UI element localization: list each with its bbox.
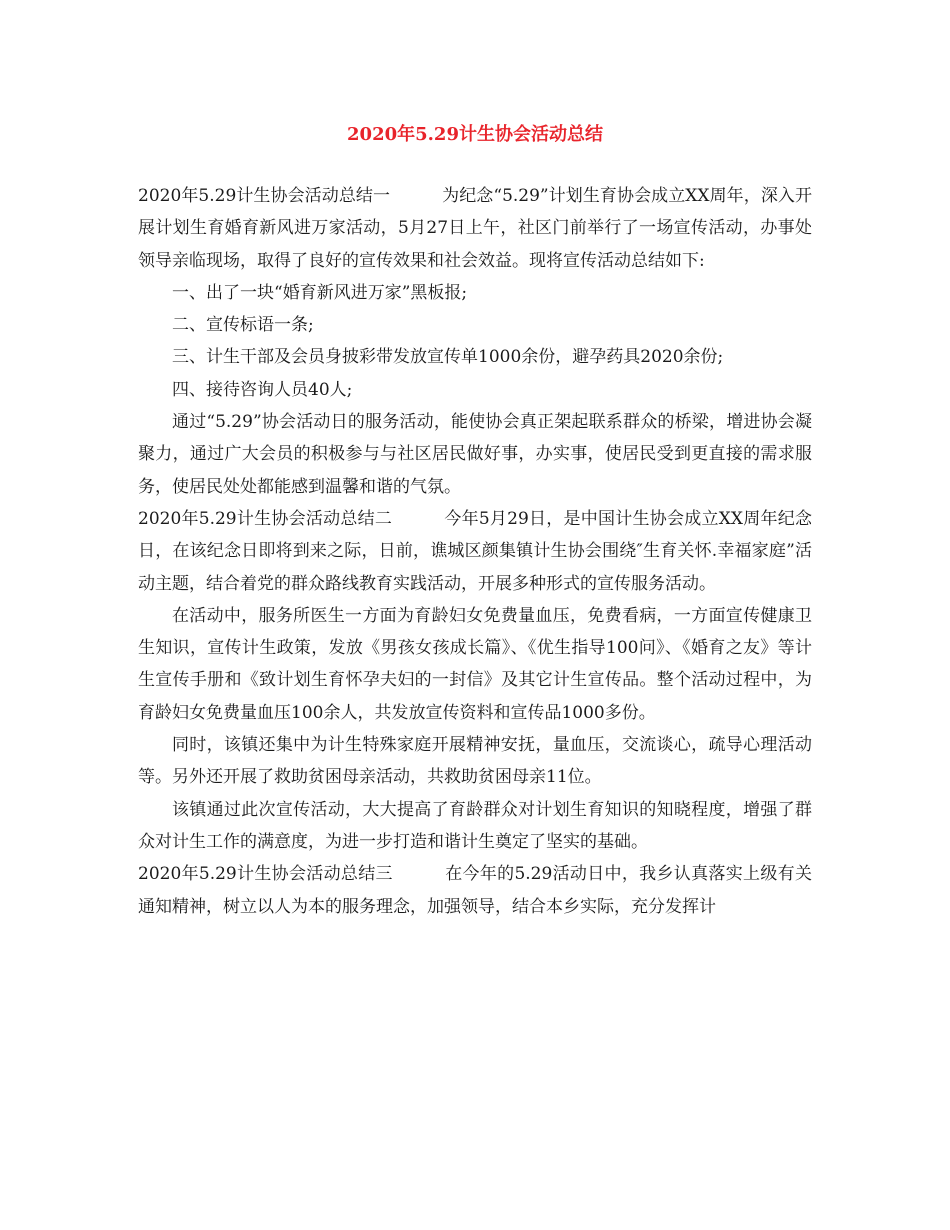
section-2-heading: 2020年5.29计生协会活动总结二 xyxy=(138,508,393,529)
section-2-intro xyxy=(138,503,812,600)
section-1-intro xyxy=(138,180,812,277)
paragraph: 同时，该镇还集中为计生特殊家庭开展精神安抚，量血压，交流谈心，疏导心理活动等。另外还开展了救助贫困母亲活动，共救助贫困母亲11位。 xyxy=(138,735,812,788)
section-3-first-text: 在今年的5.29活动日中，我乡认真落实上级有关通知精神，树立以人为本的服务理念，加强领导，结合本乡实际，充分发挥计 xyxy=(138,864,812,917)
section-1-heading: 2020年5.29计生协会活动总结一 xyxy=(138,186,391,206)
document-title: 2020年5.29计生协会活动总结 xyxy=(347,124,603,145)
paragraph: 一、出了一块“婚育新风进万家”黑板报; xyxy=(172,282,468,303)
document-body xyxy=(138,180,812,923)
paragraph: 四、接待咨询人员40人; xyxy=(172,379,353,400)
paragraph: 通过“5.29”协会活动日的服务活动，能使协会真正架起联系群众的桥梁，增进协会凝聚力，通过广大会员的积极参与与社区居民做好事，办实事，使居民受到更直接的需求服务，使居民处处都能感到温馨和谐的气氛。 xyxy=(138,412,812,497)
section-3-intro xyxy=(138,858,812,923)
paragraph: 该镇通过此次宣传活动，大大提高了育龄群众对计划生育知识的知晓程度，增强了群众对计生工作的满意度，为进一步打造和谐计生奠定了坚实的基础。 xyxy=(138,799,812,852)
paragraph: 在活动中，服务所医生一方面为育龄妇女免费量血压，免费看病，一方面宣传健康卫生知识，宣传计生政策，发放《男孩女孩成长篇》、《优生指导100问》、《婚育之友》等计生宣传手册和《致计划生育怀孕夫妇的一封信》及其它计生宣传品。整个活动过程中，为育龄妇女免费量血压100余人，共发放宣传资料和宣传品1000多份。 xyxy=(138,605,812,723)
section-1-first-text: 为纪念“5.29”计划生育协会成立XX周年，深入开展计划生育婚育新风进万家活动，5月27日上午，社区门前举行了一场宣传活动，办事处领导亲临现场，取得了良好的宣传效果和社会效益。现将宣传活动总结如下: xyxy=(138,186,812,271)
paragraph: 三、计生干部及会员身披彩带发放宣传单1000余份，避孕药具2020余份; xyxy=(172,347,724,368)
paragraph: 二、宣传标语一条; xyxy=(172,315,314,336)
section-3-heading: 2020年5.29计生协会活动总结三 xyxy=(138,864,393,885)
section-2-first-text: 今年5月29日，是中国计生协会成立XX周年纪念日，在该纪念日即将到来之际，日前，谯城区颜集镇计生协会围绕″生育关怀.幸福家庭”活动主题，结合着党的群众路线教育实践活动，开展多种形式的宣传服务活动。 xyxy=(138,508,812,594)
